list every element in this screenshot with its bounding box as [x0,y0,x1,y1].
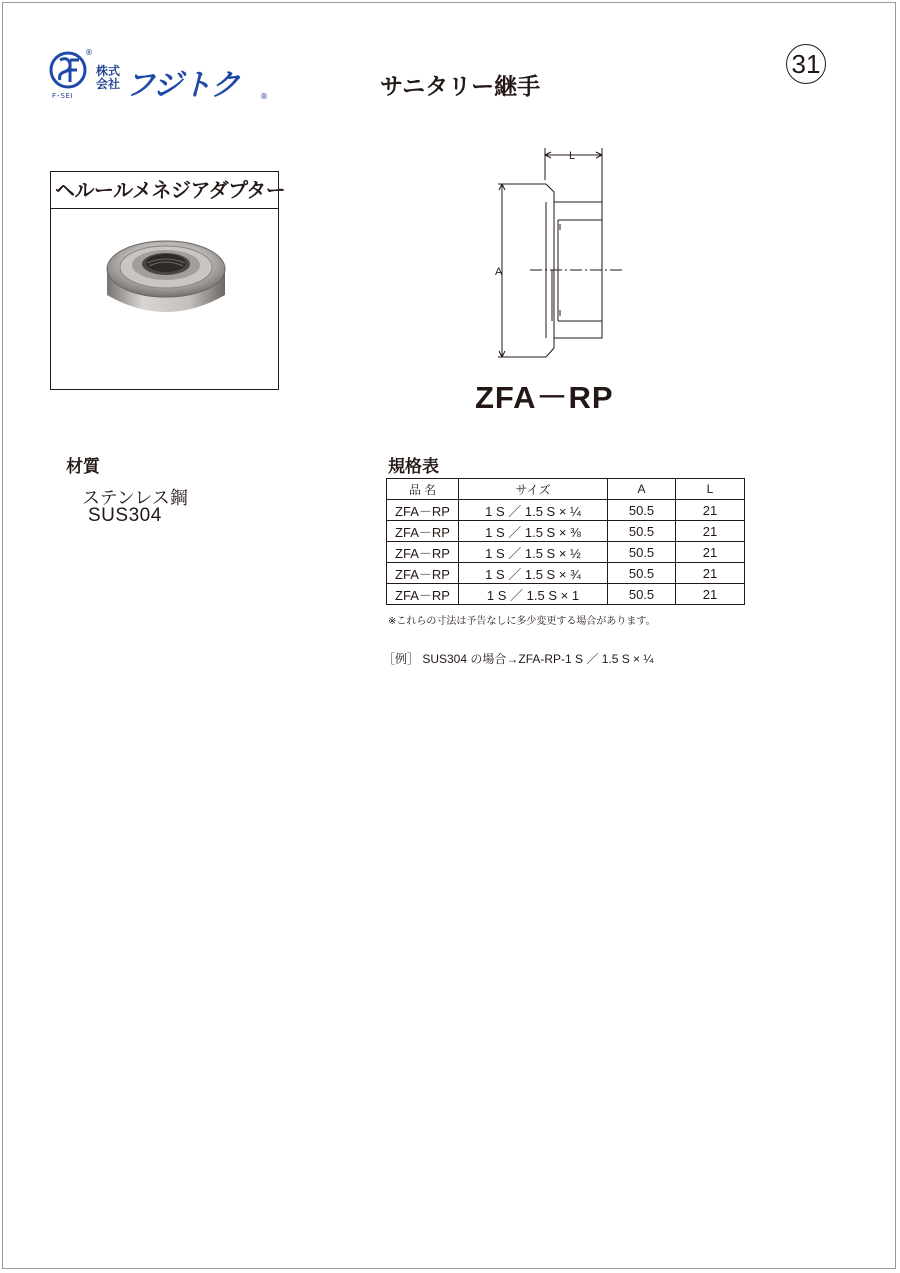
cell-a: 50.5 [608,542,676,563]
cell-l: 21 [676,521,745,542]
table-header-row [387,479,745,500]
cell-size: 1 S ／ 1.5 S × ½ [459,542,608,563]
page-title: サニタリー継手 [380,74,541,100]
spec-table [386,478,745,605]
material-heading: 材質 [66,457,100,477]
cell-a: 50.5 [608,563,676,584]
spec-heading: 規格表 [388,457,439,477]
table-row [387,563,745,584]
cell-size: 1 S ／ 1.5 S × ⅜ [459,521,608,542]
dimension-l-label: L [569,150,576,162]
product-name: ヘルールメネジアダプター [51,172,278,209]
spec-note: ※これらの寸法は予告なしに多少変更する場合があります。 [388,616,656,627]
page-number: 31 [786,44,826,84]
column-header-a: A [608,479,676,500]
cell-name: ZFA－RP [387,584,459,605]
table-row [387,542,745,563]
cell-l: 21 [676,584,745,605]
cell-name: ZFA－RP [387,563,459,584]
cell-a: 50.5 [608,500,676,521]
cell-name: ZFA－RP [387,500,459,521]
order-example: ［例］ SUS304 の場合→ZFA-RP-1 S ／ 1.5 S × ¼ [383,652,654,666]
material-name: ステンレス鋼 [82,488,188,509]
registered-mark-2: ® [260,92,268,101]
cell-l: 21 [676,542,745,563]
cell-a: 50.5 [608,584,676,605]
column-header-l: L [676,479,745,500]
logo-subtext: F･SEI [52,92,73,100]
cell-l: 21 [676,500,745,521]
dimension-a-label: A [495,266,503,278]
model-code: ZFA－RP [475,380,614,415]
company-prefix: 株式 会社 [96,64,121,91]
product-box [50,171,286,390]
material-grade: SUS304 [88,505,162,526]
cell-name: ZFA－RP [387,521,459,542]
company-logo [48,48,278,108]
column-header-name: 品 名 [387,479,459,500]
product-photo [101,227,231,327]
table-row [387,500,745,521]
cell-l: 21 [676,563,745,584]
technical-drawing [490,140,640,374]
column-header-size: サイズ [459,479,608,500]
cell-size: 1 S ／ 1.5 S × 1 [459,584,608,605]
cell-size: 1 S ／ 1.5 S × ¾ [459,563,608,584]
cell-name: ZFA－RP [387,542,459,563]
cell-a: 50.5 [608,521,676,542]
company-name: フジトク [125,68,240,103]
table-row [387,584,745,605]
cell-size: 1 S ／ 1.5 S × ¼ [459,500,608,521]
registered-mark: ® [85,48,93,57]
table-row [387,521,745,542]
